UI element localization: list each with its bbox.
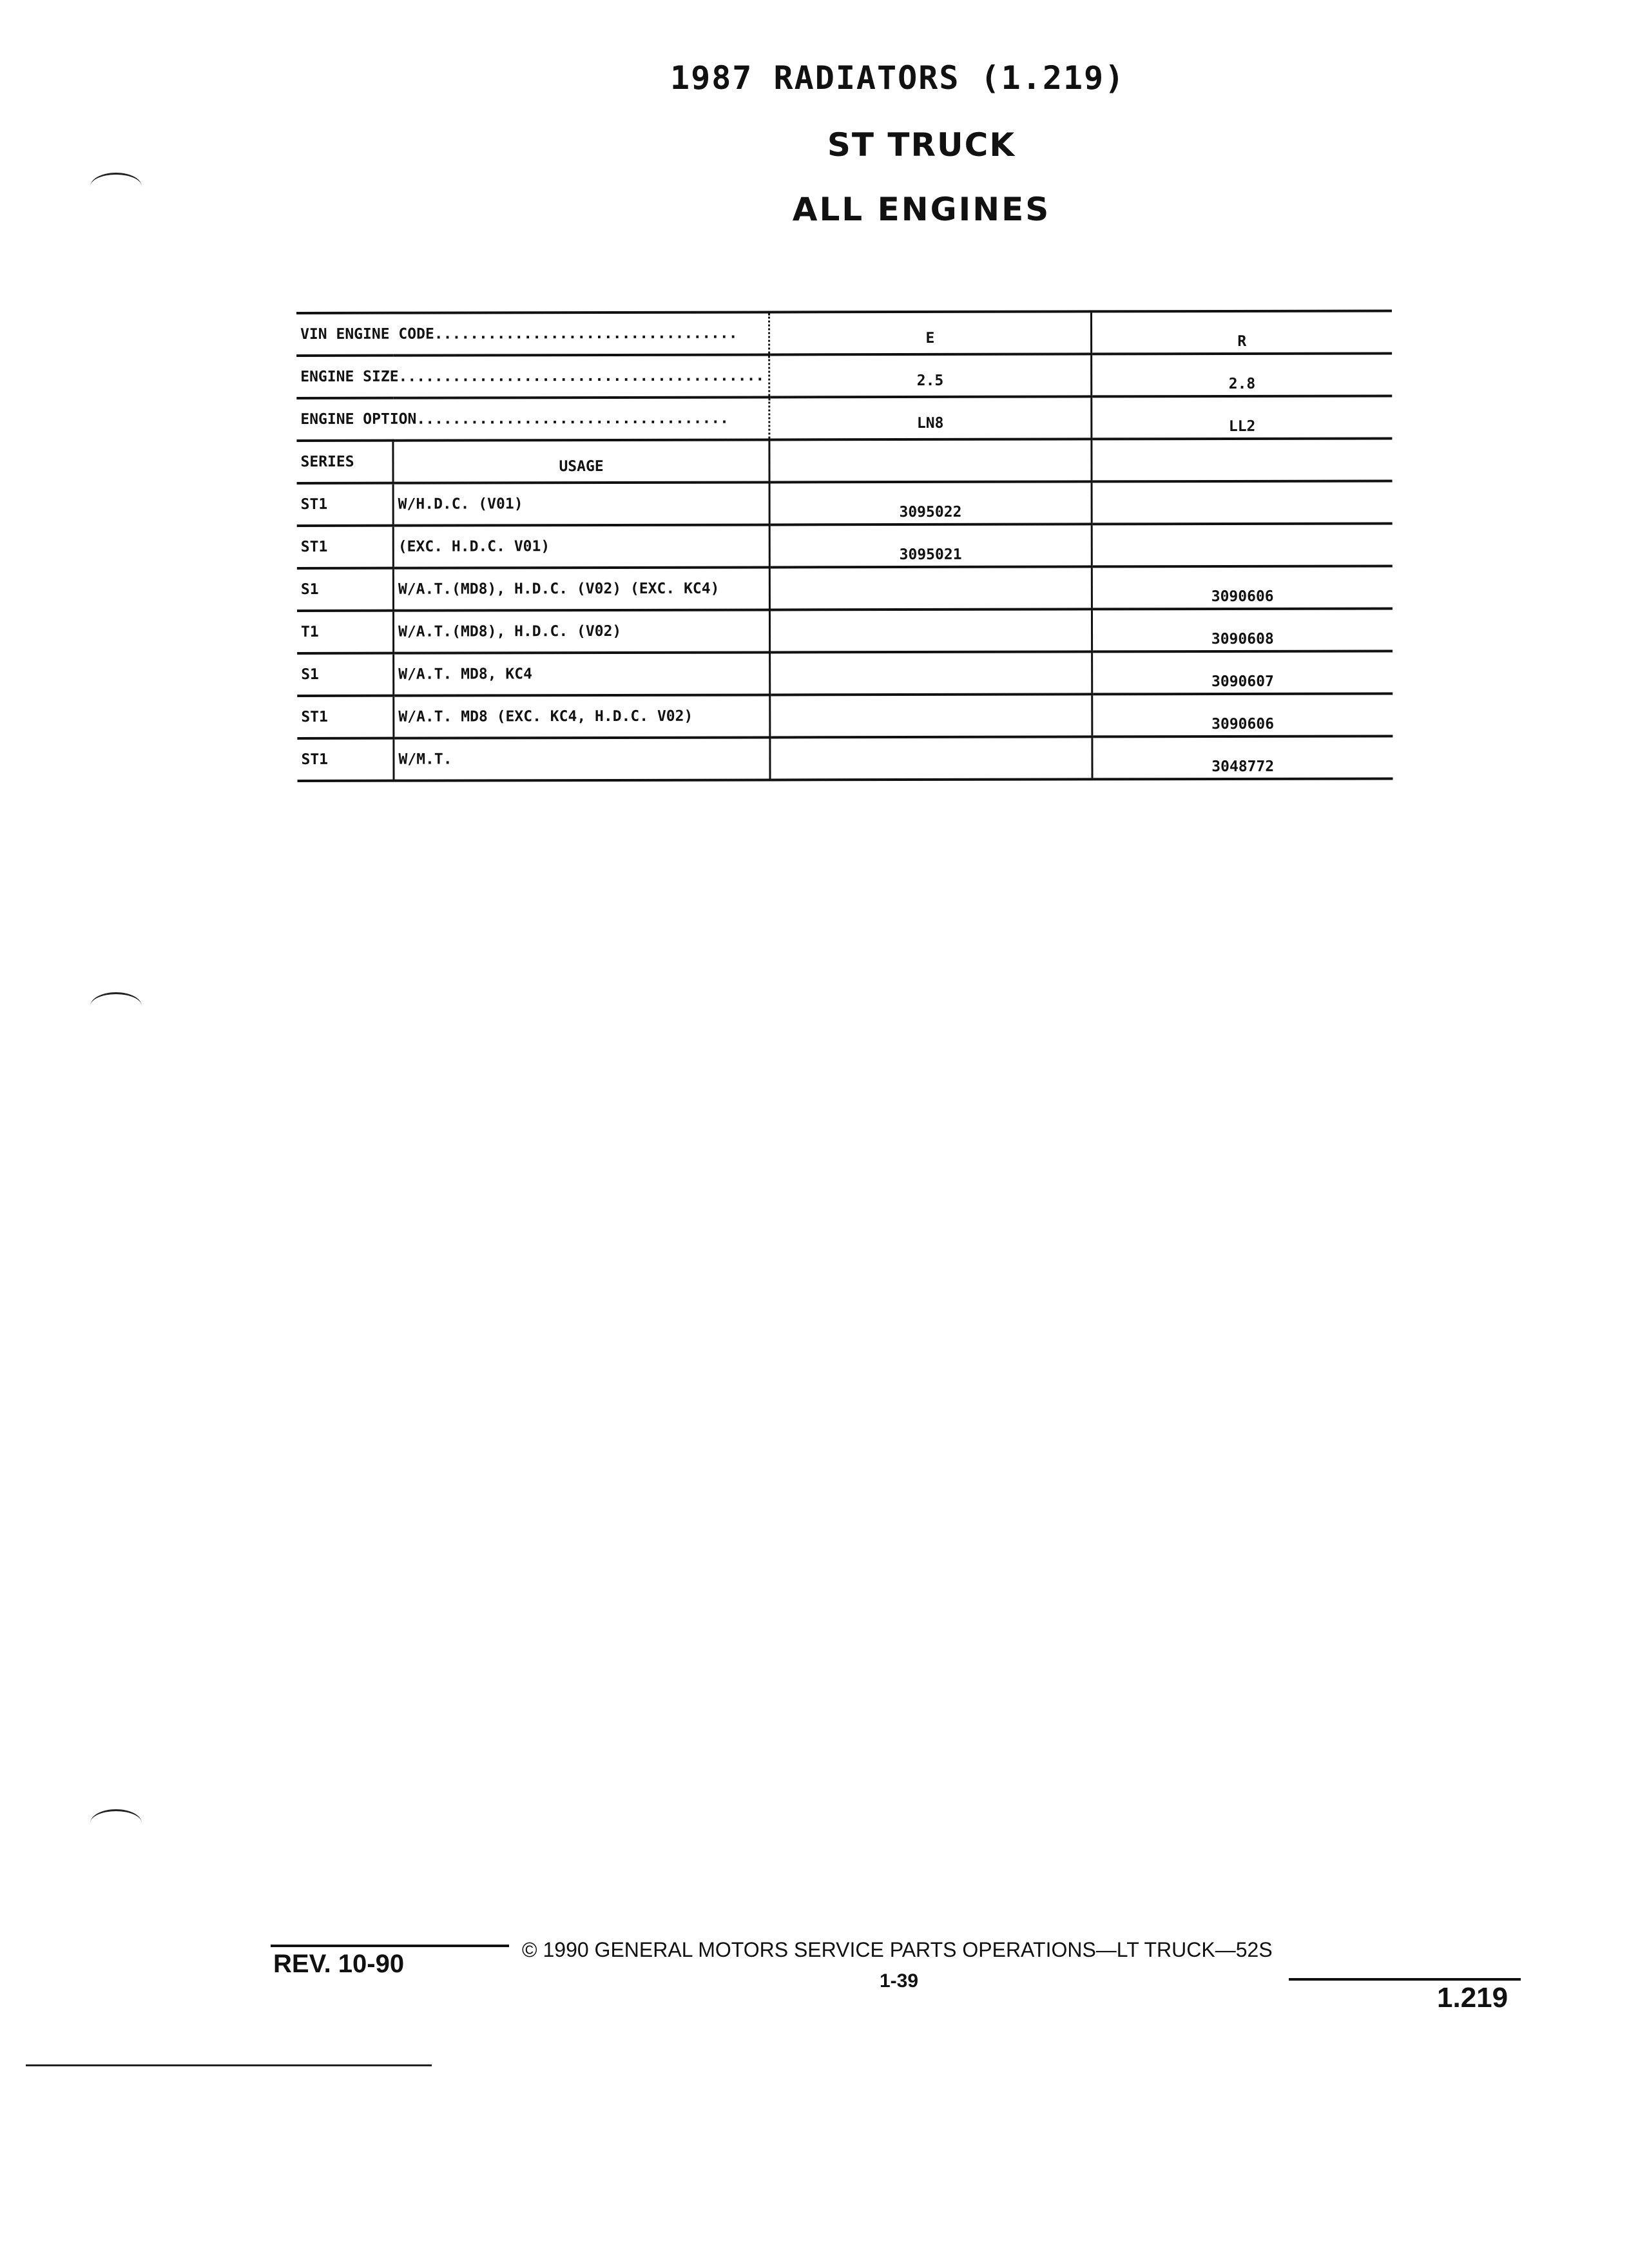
table-row (297, 651, 1393, 696)
table-row (297, 693, 1393, 738)
spec-row-engine-option (296, 396, 1392, 441)
series-cell: ST1 (297, 483, 394, 526)
part-number-e (770, 736, 1092, 780)
copyright-notice: © 1990 GENERAL MOTORS SERVICE PARTS OPERATIONS—LT TRUCK—52S (522, 1938, 1273, 1961)
series-column-header: SERIES (296, 441, 393, 483)
revision-label: REV. 10-90 (273, 1950, 405, 1978)
section-number: 1.219 (1437, 1982, 1509, 2013)
table-row (297, 566, 1393, 611)
usage-cell: W/H.D.C. (V01) (393, 482, 769, 525)
spec-row-engine-size (296, 353, 1392, 398)
spec-row-vin-engine-code (296, 311, 1392, 356)
spec-value-e: LN8 (769, 396, 1092, 439)
series-cell: ST1 (297, 738, 394, 781)
binder-hole-mark-bottom (90, 1809, 142, 1837)
usage-cell: W/A.T.(MD8), H.D.C. (V02) (394, 610, 770, 653)
part-number-e (770, 694, 1092, 737)
bottom-edge-rule (26, 2064, 432, 2066)
part-number-e (770, 609, 1092, 652)
series-cell: ST1 (297, 696, 394, 738)
part-number-r (1092, 481, 1393, 524)
spec-value-r: 2.8 (1091, 353, 1392, 396)
spec-value-e: E (769, 311, 1092, 354)
engine-scope: ALL ENGINES (792, 191, 1051, 228)
part-number-e: 3095021 (769, 524, 1092, 567)
usage-cell: W/A.T. MD8, KC4 (394, 652, 770, 695)
spec-label: ENGINE OPTION................................... (296, 397, 769, 441)
series-cell: ST1 (297, 526, 394, 568)
usage-cell: W/A.T. MD8 (EXC. KC4, H.D.C. V02) (394, 695, 770, 738)
part-number-e (769, 566, 1092, 610)
radiator-parts-table (296, 309, 1393, 782)
column-header-row (296, 438, 1392, 483)
usage-cell: W/A.T.(MD8), H.D.C. (V02) (EXC. KC4) (393, 567, 769, 610)
spec-value-r: R (1091, 311, 1392, 354)
part-number-e: 3095022 (769, 481, 1092, 524)
table-row (297, 736, 1393, 781)
part-number-r (1092, 523, 1393, 566)
binder-hole-mark-top (90, 173, 142, 200)
spec-label: ENGINE SIZE......................................... (296, 354, 769, 398)
series-cell: T1 (297, 611, 394, 653)
footer-rule-left (271, 1945, 509, 1947)
table-row (297, 523, 1393, 568)
part-number-r: 3090606 (1092, 693, 1393, 736)
table-row (297, 608, 1393, 653)
usage-cell: (EXC. H.D.C. V01) (393, 524, 769, 568)
part-number-e (770, 651, 1092, 695)
part-number-r: 3090607 (1092, 651, 1393, 694)
footer-rule-right (1289, 1978, 1521, 1981)
page-title: 1987 RADIATORS (1.219) (670, 59, 1126, 97)
spec-label: VIN ENGINE CODE.................................. (296, 312, 769, 356)
spec-value-r: LL2 (1091, 396, 1392, 439)
spec-value-e: 2.5 (769, 354, 1092, 397)
part-number-r: 3090608 (1092, 608, 1393, 651)
part-number-r: 3048772 (1092, 736, 1393, 779)
usage-column-header: USAGE (393, 439, 769, 483)
usage-cell: W/M.T. (394, 737, 770, 780)
vehicle-line: ST TRUCK (827, 126, 1016, 164)
page-number: 1-39 (880, 1970, 919, 1992)
table-row (297, 481, 1393, 526)
series-cell: S1 (297, 653, 394, 696)
part-number-r: 3090606 (1092, 566, 1393, 609)
binder-hole-mark-middle (90, 992, 142, 1020)
series-cell: S1 (297, 568, 394, 611)
